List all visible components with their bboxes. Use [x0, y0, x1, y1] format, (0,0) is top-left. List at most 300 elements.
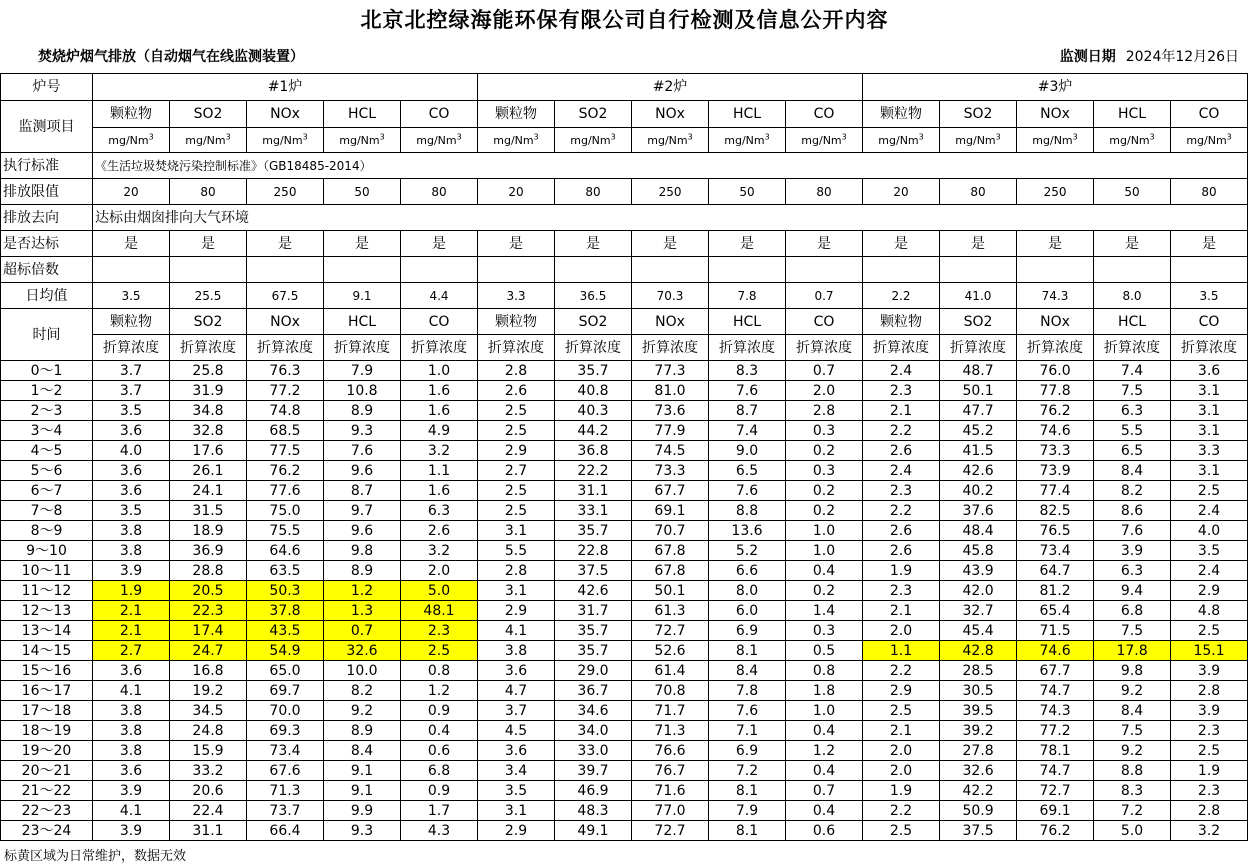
hourly-value: 8.9 — [324, 721, 401, 741]
hourly-value: 22.4 — [170, 801, 247, 821]
unit-sup: 3 — [1149, 131, 1155, 141]
unit-cell — [93, 128, 170, 153]
hourly-value: 3.7 — [478, 701, 555, 721]
exceed-value — [1017, 257, 1094, 283]
hourly-value: 73.4 — [247, 741, 324, 761]
hourly-value: 37.8 — [247, 601, 324, 621]
hourly-value: 40.3 — [555, 401, 632, 421]
unit-cell — [786, 128, 863, 153]
item-header: HCL — [709, 101, 786, 128]
daily-value: 8.0 — [1094, 283, 1171, 309]
hourly-value: 69.3 — [247, 721, 324, 741]
hourly-value: 7.9 — [324, 361, 401, 381]
hourly-value: 32.6 — [324, 641, 401, 661]
hourly-value: 2.5 — [1171, 481, 1248, 501]
limit-value: 250 — [247, 179, 324, 205]
compliant-value: 是 — [555, 231, 632, 257]
compliant-value: 是 — [324, 231, 401, 257]
hourly-value: 45.8 — [940, 541, 1017, 561]
hourly-value: 66.4 — [247, 821, 324, 841]
hourly-value: 0.3 — [786, 421, 863, 441]
hourly-value: 8.4 — [324, 741, 401, 761]
hourly-value: 2.5 — [401, 641, 478, 661]
time-item-header: HCL — [1094, 309, 1171, 335]
daily-value: 3.5 — [93, 283, 170, 309]
hourly-value: 3.6 — [93, 481, 170, 501]
exceed-value — [863, 257, 940, 283]
hourly-value: 26.1 — [170, 461, 247, 481]
hourly-value: 3.5 — [93, 501, 170, 521]
hourly-value: 2.9 — [1171, 581, 1248, 601]
hourly-value: 2.0 — [863, 761, 940, 781]
hourly-value: 2.8 — [1171, 801, 1248, 821]
limit-value: 50 — [324, 179, 401, 205]
hourly-value: 2.6 — [401, 521, 478, 541]
hourly-value: 2.3 — [401, 621, 478, 641]
hourly-value: 9.9 — [324, 801, 401, 821]
daily-value: 36.5 — [555, 283, 632, 309]
hourly-value: 61.3 — [632, 601, 709, 621]
hourly-value: 32.8 — [170, 421, 247, 441]
hourly-value: 3.2 — [1171, 821, 1248, 841]
time-item-header: NOx — [1017, 309, 1094, 335]
time-cell: 2～3 — [1, 401, 93, 421]
hourly-value: 3.9 — [1171, 661, 1248, 681]
hourly-value: 2.6 — [863, 521, 940, 541]
hourly-value: 65.4 — [1017, 601, 1094, 621]
hourly-value: 7.4 — [1094, 361, 1171, 381]
hourly-value: 2.5 — [478, 421, 555, 441]
unit-sup: 3 — [148, 131, 154, 141]
time-cell: 4～5 — [1, 441, 93, 461]
table-row — [1, 681, 1248, 701]
time-item-header: SO2 — [555, 309, 632, 335]
table-row — [1, 661, 1248, 681]
hourly-value: 39.2 — [940, 721, 1017, 741]
unit-sup: 3 — [764, 131, 770, 141]
unit-text: mg/Nm — [185, 133, 226, 147]
exceed-value — [632, 257, 709, 283]
hourly-value: 50.1 — [632, 581, 709, 601]
hourly-value: 37.6 — [940, 501, 1017, 521]
item-header: 颗粒物 — [478, 101, 555, 128]
unit-text: mg/Nm — [1109, 133, 1150, 147]
hourly-value: 1.2 — [786, 741, 863, 761]
time-item-header: 颗粒物 — [863, 309, 940, 335]
hourly-value: 76.2 — [247, 461, 324, 481]
hourly-value: 3.9 — [93, 561, 170, 581]
limit-value: 80 — [170, 179, 247, 205]
unit-cell — [555, 128, 632, 153]
daily-value: 7.8 — [709, 283, 786, 309]
hourly-value: 4.0 — [1171, 521, 1248, 541]
unit-text: mg/Nm — [262, 133, 303, 147]
hourly-value: 4.1 — [93, 681, 170, 701]
hourly-value: 40.8 — [555, 381, 632, 401]
unit-text: mg/Nm — [724, 133, 765, 147]
exceed-value — [940, 257, 1017, 283]
hourly-value: 3.9 — [93, 781, 170, 801]
hourly-value: 2.0 — [863, 741, 940, 761]
hourly-value: 0.7 — [324, 621, 401, 641]
hourly-value: 77.8 — [1017, 381, 1094, 401]
hourly-value: 39.7 — [555, 761, 632, 781]
hourly-value: 40.2 — [940, 481, 1017, 501]
compliant-value: 是 — [478, 231, 555, 257]
table-row — [1, 641, 1248, 661]
time-cell: 11～12 — [1, 581, 93, 601]
hourly-value: 76.6 — [632, 741, 709, 761]
emission-table — [0, 73, 1248, 841]
hourly-value: 1.6 — [401, 481, 478, 501]
hourly-value: 69.1 — [632, 501, 709, 521]
hourly-value: 4.7 — [478, 681, 555, 701]
hourly-value: 33.1 — [555, 501, 632, 521]
item-header: HCL — [324, 101, 401, 128]
hourly-value: 71.5 — [1017, 621, 1094, 641]
compliant-value: 是 — [709, 231, 786, 257]
time-cell: 8～9 — [1, 521, 93, 541]
unit-sup: 3 — [995, 131, 1001, 141]
hourly-value: 0.4 — [786, 761, 863, 781]
item-header: 颗粒物 — [863, 101, 940, 128]
hourly-value: 3.9 — [1094, 541, 1171, 561]
hourly-value: 1.1 — [401, 461, 478, 481]
limit-value: 250 — [1017, 179, 1094, 205]
hourly-value: 72.7 — [632, 621, 709, 641]
hourly-value: 1.2 — [401, 681, 478, 701]
hourly-value: 50.3 — [247, 581, 324, 601]
daily-value: 9.1 — [324, 283, 401, 309]
table-row — [1, 501, 1248, 521]
hourly-value: 45.2 — [940, 421, 1017, 441]
hourly-value: 47.7 — [940, 401, 1017, 421]
hourly-value: 4.1 — [478, 621, 555, 641]
time-cell: 5～6 — [1, 461, 93, 481]
destination-text: 达标由烟囱排向大气环境 — [93, 205, 1248, 231]
hourly-value: 2.2 — [863, 421, 940, 441]
hourly-value: 17.4 — [170, 621, 247, 641]
hourly-value: 7.2 — [1094, 801, 1171, 821]
time-cell: 14～15 — [1, 641, 93, 661]
converted-concentration-header: 折算浓度 — [786, 335, 863, 361]
hourly-value: 0.4 — [786, 561, 863, 581]
unit-text: mg/Nm — [1186, 133, 1227, 147]
unit-text: mg/Nm — [647, 133, 688, 147]
unit-sup: 3 — [687, 131, 693, 141]
unit-cell — [401, 128, 478, 153]
limit-value: 250 — [632, 179, 709, 205]
hourly-value: 8.1 — [709, 821, 786, 841]
limit-value: 80 — [940, 179, 1017, 205]
item-header: CO — [786, 101, 863, 128]
converted-concentration-header: 折算浓度 — [1094, 335, 1171, 361]
footnote: 标黄区域为日常维护，数据无效 — [4, 849, 187, 864]
unit-text: mg/Nm — [339, 133, 380, 147]
exceed-value — [478, 257, 555, 283]
monitoring-date — [1060, 46, 1239, 66]
exceed-value — [247, 257, 324, 283]
hourly-value: 3.2 — [401, 541, 478, 561]
hourly-value: 6.9 — [709, 621, 786, 641]
hourly-value: 2.9 — [478, 821, 555, 841]
hourly-value: 2.6 — [863, 541, 940, 561]
unit-text: mg/Nm — [1032, 133, 1073, 147]
time-cell: 13～14 — [1, 621, 93, 641]
item-header: NOx — [247, 101, 324, 128]
hourly-value: 31.5 — [170, 501, 247, 521]
hourly-value: 7.1 — [709, 721, 786, 741]
unit-text: mg/Nm — [493, 133, 534, 147]
hourly-value: 67.8 — [632, 541, 709, 561]
hourly-value: 7.5 — [1094, 721, 1171, 741]
hourly-value: 0.4 — [786, 801, 863, 821]
unit-sup: 3 — [1226, 131, 1232, 141]
hourly-value: 2.9 — [863, 681, 940, 701]
hourly-value: 34.6 — [555, 701, 632, 721]
hourly-value: 2.3 — [863, 381, 940, 401]
compliant-value: 是 — [401, 231, 478, 257]
hourly-value: 7.5 — [1094, 381, 1171, 401]
item-label: 监测项目 — [1, 101, 93, 153]
hourly-value: 7.6 — [1094, 521, 1171, 541]
hourly-value: 16.8 — [170, 661, 247, 681]
hourly-value: 1.2 — [324, 581, 401, 601]
hourly-value: 72.7 — [632, 821, 709, 841]
hourly-value: 1.9 — [93, 581, 170, 601]
hourly-value: 72.7 — [1017, 781, 1094, 801]
hourly-value: 15.1 — [1171, 641, 1248, 661]
exceed-value — [709, 257, 786, 283]
hourly-value: 25.8 — [170, 361, 247, 381]
daily-value: 70.3 — [632, 283, 709, 309]
hourly-value: 6.5 — [1094, 441, 1171, 461]
furnace-header: #2炉 — [478, 74, 863, 101]
time-item-header: CO — [401, 309, 478, 335]
compliant-value: 是 — [940, 231, 1017, 257]
hourly-value: 6.5 — [709, 461, 786, 481]
time-cell: 3～4 — [1, 421, 93, 441]
hourly-value: 81.0 — [632, 381, 709, 401]
hourly-value: 3.6 — [93, 461, 170, 481]
converted-concentration-header: 折算浓度 — [401, 335, 478, 361]
hourly-value: 76.3 — [247, 361, 324, 381]
hourly-value: 7.9 — [709, 801, 786, 821]
hourly-value: 8.4 — [1094, 701, 1171, 721]
hourly-value: 3.2 — [401, 441, 478, 461]
hourly-value: 34.8 — [170, 401, 247, 421]
hourly-value: 29.0 — [555, 661, 632, 681]
hourly-value: 3.8 — [93, 701, 170, 721]
compliant-value: 是 — [632, 231, 709, 257]
unit-cell — [478, 128, 555, 153]
time-cell: 22～23 — [1, 801, 93, 821]
hourly-value: 9.6 — [324, 461, 401, 481]
hourly-value: 2.3 — [863, 581, 940, 601]
time-cell: 15～16 — [1, 661, 93, 681]
daily-value: 4.4 — [401, 283, 478, 309]
daily-label: 日均值 — [1, 283, 93, 309]
hourly-value: 15.9 — [170, 741, 247, 761]
furnace-label: 炉号 — [1, 74, 93, 101]
hourly-value: 77.2 — [247, 381, 324, 401]
hourly-value: 20.5 — [170, 581, 247, 601]
hourly-value: 2.0 — [401, 561, 478, 581]
hourly-value: 2.5 — [863, 701, 940, 721]
time-cell: 6～7 — [1, 481, 93, 501]
hourly-value: 33.0 — [555, 741, 632, 761]
daily-value: 3.5 — [1171, 283, 1248, 309]
time-cell: 16～17 — [1, 681, 93, 701]
hourly-value: 7.4 — [709, 421, 786, 441]
time-cell: 12～13 — [1, 601, 93, 621]
hourly-value: 35.7 — [555, 361, 632, 381]
hourly-value: 49.1 — [555, 821, 632, 841]
hourly-value: 6.3 — [1094, 401, 1171, 421]
hourly-value: 73.9 — [1017, 461, 1094, 481]
hourly-value: 69.1 — [1017, 801, 1094, 821]
hourly-value: 50.9 — [940, 801, 1017, 821]
hourly-value: 70.0 — [247, 701, 324, 721]
hourly-value: 31.1 — [170, 821, 247, 841]
unit-cell — [632, 128, 709, 153]
hourly-value: 4.5 — [478, 721, 555, 741]
hourly-value: 0.9 — [401, 701, 478, 721]
hourly-value: 36.8 — [555, 441, 632, 461]
hourly-value: 70.8 — [632, 681, 709, 701]
item-header: SO2 — [170, 101, 247, 128]
hourly-value: 3.8 — [93, 741, 170, 761]
table-row — [1, 441, 1248, 461]
hourly-value: 7.8 — [709, 681, 786, 701]
hourly-value: 8.6 — [1094, 501, 1171, 521]
daily-value: 0.7 — [786, 283, 863, 309]
daily-value: 41.0 — [940, 283, 1017, 309]
hourly-value: 3.6 — [1171, 361, 1248, 381]
time-item-header: 颗粒物 — [93, 309, 170, 335]
hourly-value: 48.4 — [940, 521, 1017, 541]
hourly-value: 7.6 — [709, 481, 786, 501]
hourly-value: 65.0 — [247, 661, 324, 681]
time-item-header: NOx — [247, 309, 324, 335]
hourly-value: 3.7 — [93, 361, 170, 381]
unit-text: mg/Nm — [570, 133, 611, 147]
hourly-value: 8.4 — [709, 661, 786, 681]
hourly-value: 7.6 — [324, 441, 401, 461]
table-row — [1, 561, 1248, 581]
hourly-value: 7.2 — [709, 761, 786, 781]
hourly-value: 48.3 — [555, 801, 632, 821]
time-cell: 1～2 — [1, 381, 93, 401]
hourly-value: 1.0 — [786, 521, 863, 541]
unit-cell — [247, 128, 324, 153]
daily-value: 2.2 — [863, 283, 940, 309]
hourly-value: 9.2 — [1094, 681, 1171, 701]
converted-concentration-header: 折算浓度 — [324, 335, 401, 361]
destination-label: 排放去向 — [1, 205, 93, 231]
compliant-value: 是 — [1094, 231, 1171, 257]
hourly-value: 2.0 — [786, 381, 863, 401]
hourly-value: 2.7 — [93, 641, 170, 661]
table-row — [1, 701, 1248, 721]
hourly-value: 6.0 — [709, 601, 786, 621]
hourly-value: 3.5 — [93, 401, 170, 421]
hourly-value: 9.0 — [709, 441, 786, 461]
hourly-value: 67.7 — [632, 481, 709, 501]
unit-cell — [709, 128, 786, 153]
limit-value: 20 — [478, 179, 555, 205]
exceed-value — [555, 257, 632, 283]
hourly-value: 42.6 — [555, 581, 632, 601]
hourly-value: 2.4 — [863, 361, 940, 381]
hourly-value: 0.8 — [401, 661, 478, 681]
hourly-value: 1.9 — [863, 561, 940, 581]
hourly-value: 2.8 — [478, 361, 555, 381]
hourly-value: 2.1 — [93, 601, 170, 621]
hourly-value: 9.6 — [324, 521, 401, 541]
hourly-value: 4.0 — [93, 441, 170, 461]
time-cell: 10～11 — [1, 561, 93, 581]
hourly-value: 8.1 — [709, 641, 786, 661]
daily-value: 3.3 — [478, 283, 555, 309]
hourly-value: 67.7 — [1017, 661, 1094, 681]
hourly-value: 34.5 — [170, 701, 247, 721]
hourly-value: 8.3 — [709, 361, 786, 381]
hourly-value: 28.8 — [170, 561, 247, 581]
converted-concentration-header: 折算浓度 — [863, 335, 940, 361]
exceed-value — [93, 257, 170, 283]
limit-value: 50 — [1094, 179, 1171, 205]
unit-sup: 3 — [456, 131, 462, 141]
hourly-value: 8.2 — [324, 681, 401, 701]
hourly-value: 0.3 — [786, 461, 863, 481]
hourly-value: 64.6 — [247, 541, 324, 561]
hourly-value: 0.2 — [786, 441, 863, 461]
hourly-value: 8.1 — [709, 781, 786, 801]
hourly-value: 7.6 — [709, 701, 786, 721]
hourly-value: 1.4 — [786, 601, 863, 621]
hourly-value: 3.6 — [478, 741, 555, 761]
hourly-value: 2.8 — [1171, 681, 1248, 701]
hourly-value: 3.7 — [93, 381, 170, 401]
date-value: 2024年12月26日 — [1125, 49, 1239, 65]
item-header: NOx — [1017, 101, 1094, 128]
compliant-value: 是 — [863, 231, 940, 257]
unit-sup: 3 — [918, 131, 924, 141]
unit-cell — [170, 128, 247, 153]
hourly-value: 0.4 — [401, 721, 478, 741]
hourly-value: 3.8 — [93, 541, 170, 561]
unit-sup: 3 — [379, 131, 385, 141]
hourly-value: 9.4 — [1094, 581, 1171, 601]
unit-cell — [1171, 128, 1248, 153]
time-item-header: SO2 — [170, 309, 247, 335]
hourly-value: 9.2 — [1094, 741, 1171, 761]
hourly-value: 67.6 — [247, 761, 324, 781]
time-cell: 21～22 — [1, 781, 93, 801]
hourly-value: 7.6 — [709, 381, 786, 401]
hourly-value: 2.0 — [863, 621, 940, 641]
time-cell: 0～1 — [1, 361, 93, 381]
hourly-value: 31.9 — [170, 381, 247, 401]
hourly-value: 22.3 — [170, 601, 247, 621]
hourly-value: 1.0 — [401, 361, 478, 381]
hourly-value: 3.3 — [1171, 441, 1248, 461]
table-row — [1, 521, 1248, 541]
unit-text: mg/Nm — [416, 133, 457, 147]
hourly-value: 2.9 — [478, 441, 555, 461]
time-cell: 9～10 — [1, 541, 93, 561]
